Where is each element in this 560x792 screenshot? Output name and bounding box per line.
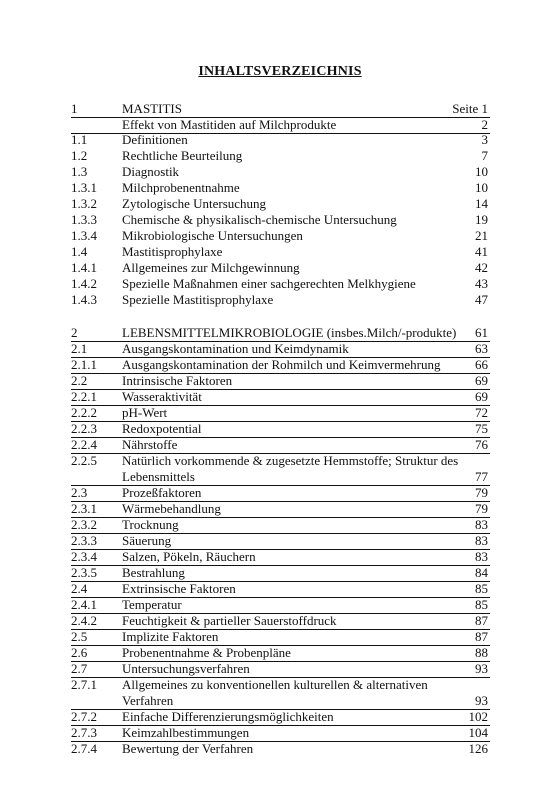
toc-page: 79	[475, 485, 488, 500]
toc-entry	[0, 373, 560, 389]
toc-page: 61	[475, 325, 488, 340]
toc-page: 66	[475, 357, 488, 372]
toc-title: Effekt von Mastitiden auf Milchprodukte	[122, 117, 337, 132]
toc-number: 2.1.1	[71, 357, 97, 372]
toc-number: 2.3.1	[71, 501, 97, 516]
toc-page: 41	[475, 244, 488, 259]
toc-title: Natürlich vorkommende & zugesetzte Hemmstoffe; Struktur des Lebensmittels	[122, 453, 459, 484]
toc-page: 3	[481, 132, 488, 147]
toc-title: Trocknung	[122, 517, 179, 532]
toc-entry	[0, 405, 560, 421]
toc-number: 2.7.1	[71, 677, 97, 692]
toc-page: 69	[475, 373, 488, 388]
toc-entry	[0, 565, 560, 581]
toc-title: Feuchtigkeit & partieller Sauerstoffdruck	[122, 613, 337, 628]
toc-title: Wasseraktivität	[122, 389, 202, 404]
toc-number: 1.3	[71, 164, 88, 179]
toc-entry	[0, 389, 560, 405]
toc-entry	[0, 180, 560, 196]
toc-title: Intrinsische Faktoren	[122, 373, 233, 388]
toc-page: 72	[475, 405, 488, 420]
toc-page: 102	[468, 709, 488, 724]
toc-title: Wärmebehandlung	[122, 501, 221, 516]
toc-page: 14	[475, 196, 488, 211]
toc-title: Rechtliche Beurteilung	[122, 148, 243, 163]
toc-title: Untersuchungsverfahren	[122, 661, 250, 676]
toc-number: 2.2.2	[71, 405, 97, 420]
toc-number: 1.3.1	[71, 180, 97, 195]
toc-page: 83	[475, 549, 488, 564]
toc-entry	[0, 581, 560, 597]
toc-title: Milchprobenentnahme	[122, 180, 240, 195]
toc-entry	[0, 517, 560, 533]
toc-title: LEBENSMITTELMIKROBIOLOGIE (insbes.Milch/-produkte)	[122, 325, 457, 340]
toc-title: Keimzahlbestimmungen	[122, 725, 250, 740]
toc-page: 85	[475, 597, 488, 612]
toc-entry	[0, 661, 560, 677]
toc-title: Einfache Differenzierungsmöglichkeiten	[122, 709, 334, 724]
toc-number: 1.4.2	[71, 276, 97, 291]
toc-page: 88	[475, 645, 488, 660]
toc-entry	[0, 709, 560, 725]
toc-number: 1.4	[71, 244, 88, 259]
toc-entry	[0, 741, 560, 757]
toc-title: Zytologische Untersuchung	[122, 196, 267, 211]
toc-title: Temperatur	[122, 597, 182, 612]
toc-entry	[0, 244, 560, 260]
toc-page: 93	[475, 693, 488, 708]
toc-page: 83	[475, 533, 488, 548]
toc-title: Prozeßfaktoren	[122, 485, 202, 500]
toc-title: Ausgangskontamination und Keimdynamik	[122, 341, 349, 356]
toc-page: 79	[475, 501, 488, 516]
toc-number: 2.3	[71, 485, 88, 500]
toc-number: 2.4.2	[71, 613, 97, 628]
toc-title: Ausgangskontamination der Rohmilch und Keimvermehrung	[122, 357, 441, 372]
toc-page: 69	[475, 389, 488, 404]
toc-page: 75	[475, 421, 488, 436]
toc-entry	[0, 292, 560, 308]
toc-entry	[0, 437, 560, 453]
toc-number: 2.3.5	[71, 565, 97, 580]
toc-page: 85	[475, 581, 488, 596]
toc-number: 1.2	[71, 148, 88, 163]
toc-title: Bewertung der Verfahren	[122, 741, 254, 756]
toc-number: 2.2.4	[71, 437, 97, 452]
toc-number: 2.2	[71, 373, 88, 388]
toc-entry	[0, 613, 560, 629]
toc-section-1-heading	[0, 101, 560, 117]
toc-title: Nährstoffe	[122, 437, 178, 452]
toc-title: Definitionen	[122, 132, 188, 147]
toc-entry	[0, 629, 560, 645]
toc-page: 84	[475, 565, 488, 580]
toc-title: Mikrobiologische Untersuchungen	[122, 228, 303, 243]
toc-entry	[0, 196, 560, 212]
toc-page: 7	[481, 148, 488, 163]
toc-title: Diagnostik	[122, 164, 180, 179]
toc-page: 47	[475, 292, 488, 307]
toc-title: Säuerung	[122, 533, 172, 548]
toc-number: 1.1	[71, 132, 88, 147]
toc-page: 43	[475, 276, 488, 291]
toc-number: 1.4.1	[71, 260, 97, 275]
toc-page: 2	[481, 117, 488, 132]
toc-entry	[0, 132, 560, 148]
page-title: INHALTSVERZEICHNIS	[198, 64, 362, 79]
toc-entry	[0, 645, 560, 661]
toc-page: 19	[475, 212, 488, 227]
toc-title: Allgemeines zu konventionellen kulturellen & alternativen Verfahren	[122, 677, 428, 708]
toc-entry	[0, 549, 560, 565]
toc-page: 126	[468, 741, 488, 756]
toc-entry	[0, 453, 560, 485]
toc-entry	[0, 117, 560, 133]
toc-title: Spezielle Mastitisprophylaxe	[122, 292, 274, 307]
toc-title: Salzen, Pökeln, Räuchern	[122, 549, 256, 564]
toc-number: 2.1	[71, 341, 88, 356]
toc-number: 2.5	[71, 629, 88, 644]
toc-entry	[0, 677, 560, 709]
toc-page: 76	[475, 437, 488, 452]
toc-number: 1.3.4	[71, 228, 97, 243]
toc-number: 2.2.1	[71, 389, 97, 404]
toc-number: 2.4	[71, 581, 88, 596]
toc-page: 10	[475, 180, 488, 195]
toc-entry	[0, 164, 560, 180]
toc-entry	[0, 421, 560, 437]
toc-number: 2.3.2	[71, 517, 97, 532]
toc-number: 2.7	[71, 661, 88, 676]
toc-entry	[0, 485, 560, 501]
toc-number: 2.2.3	[71, 421, 97, 436]
toc-page: 93	[475, 661, 488, 676]
toc-entry	[0, 533, 560, 549]
toc-title: Redoxpotential	[122, 421, 202, 436]
toc-title: Allgemeines zur Milchgewinnung	[122, 260, 300, 275]
toc-number: 1.3.3	[71, 212, 97, 227]
toc-number: 2	[71, 325, 78, 340]
toc-page: Seite 1	[452, 101, 488, 116]
toc-title: Spezielle Maßnahmen einer sachgerechten Melkhygiene	[122, 276, 416, 291]
toc-entry	[0, 341, 560, 357]
toc-page: 87	[475, 629, 488, 644]
toc-entry	[0, 725, 560, 741]
toc-section-2-heading	[0, 325, 560, 341]
toc-page: 63	[475, 341, 488, 356]
toc-number: 2.3.3	[71, 533, 97, 548]
toc-entry	[0, 501, 560, 517]
toc-entry	[0, 212, 560, 228]
toc-number: 2.7.4	[71, 741, 97, 756]
toc-page: 104	[468, 725, 488, 740]
toc-page: 42	[475, 260, 488, 275]
toc-entry	[0, 148, 560, 164]
toc-number: 1	[71, 101, 78, 116]
toc-number: 2.7.2	[71, 709, 97, 724]
toc-number: 2.4.1	[71, 597, 97, 612]
toc-title: pH-Wert	[122, 405, 168, 420]
toc-number: 2.3.4	[71, 549, 97, 564]
toc-number: 2.7.3	[71, 725, 97, 740]
toc-page: 10	[475, 164, 488, 179]
toc-page: 83	[475, 517, 488, 532]
toc-entry	[0, 228, 560, 244]
toc-title: Probenentnahme & Probenpläne	[122, 645, 291, 660]
toc-entry	[0, 276, 560, 292]
toc-page: 87	[475, 613, 488, 628]
toc-number: 2.6	[71, 645, 88, 660]
toc-page: 21	[475, 228, 488, 243]
toc-title: Mastitisprophylaxe	[122, 244, 223, 259]
toc-number: 1.3.2	[71, 196, 97, 211]
toc-title: Extrinsische Faktoren	[122, 581, 236, 596]
toc-entry	[0, 260, 560, 276]
toc-title: Implizite Faktoren	[122, 629, 219, 644]
toc-entry	[0, 357, 560, 373]
toc-number: 1.4.3	[71, 292, 97, 307]
toc-title: Chemische & physikalisch-chemische Untersuchung	[122, 212, 397, 227]
toc-number: 2.2.5	[71, 453, 97, 468]
toc-title: MASTITIS	[122, 101, 182, 116]
toc-page: 77	[475, 469, 488, 484]
toc-entry	[0, 597, 560, 613]
toc-title: Bestrahlung	[122, 565, 185, 580]
